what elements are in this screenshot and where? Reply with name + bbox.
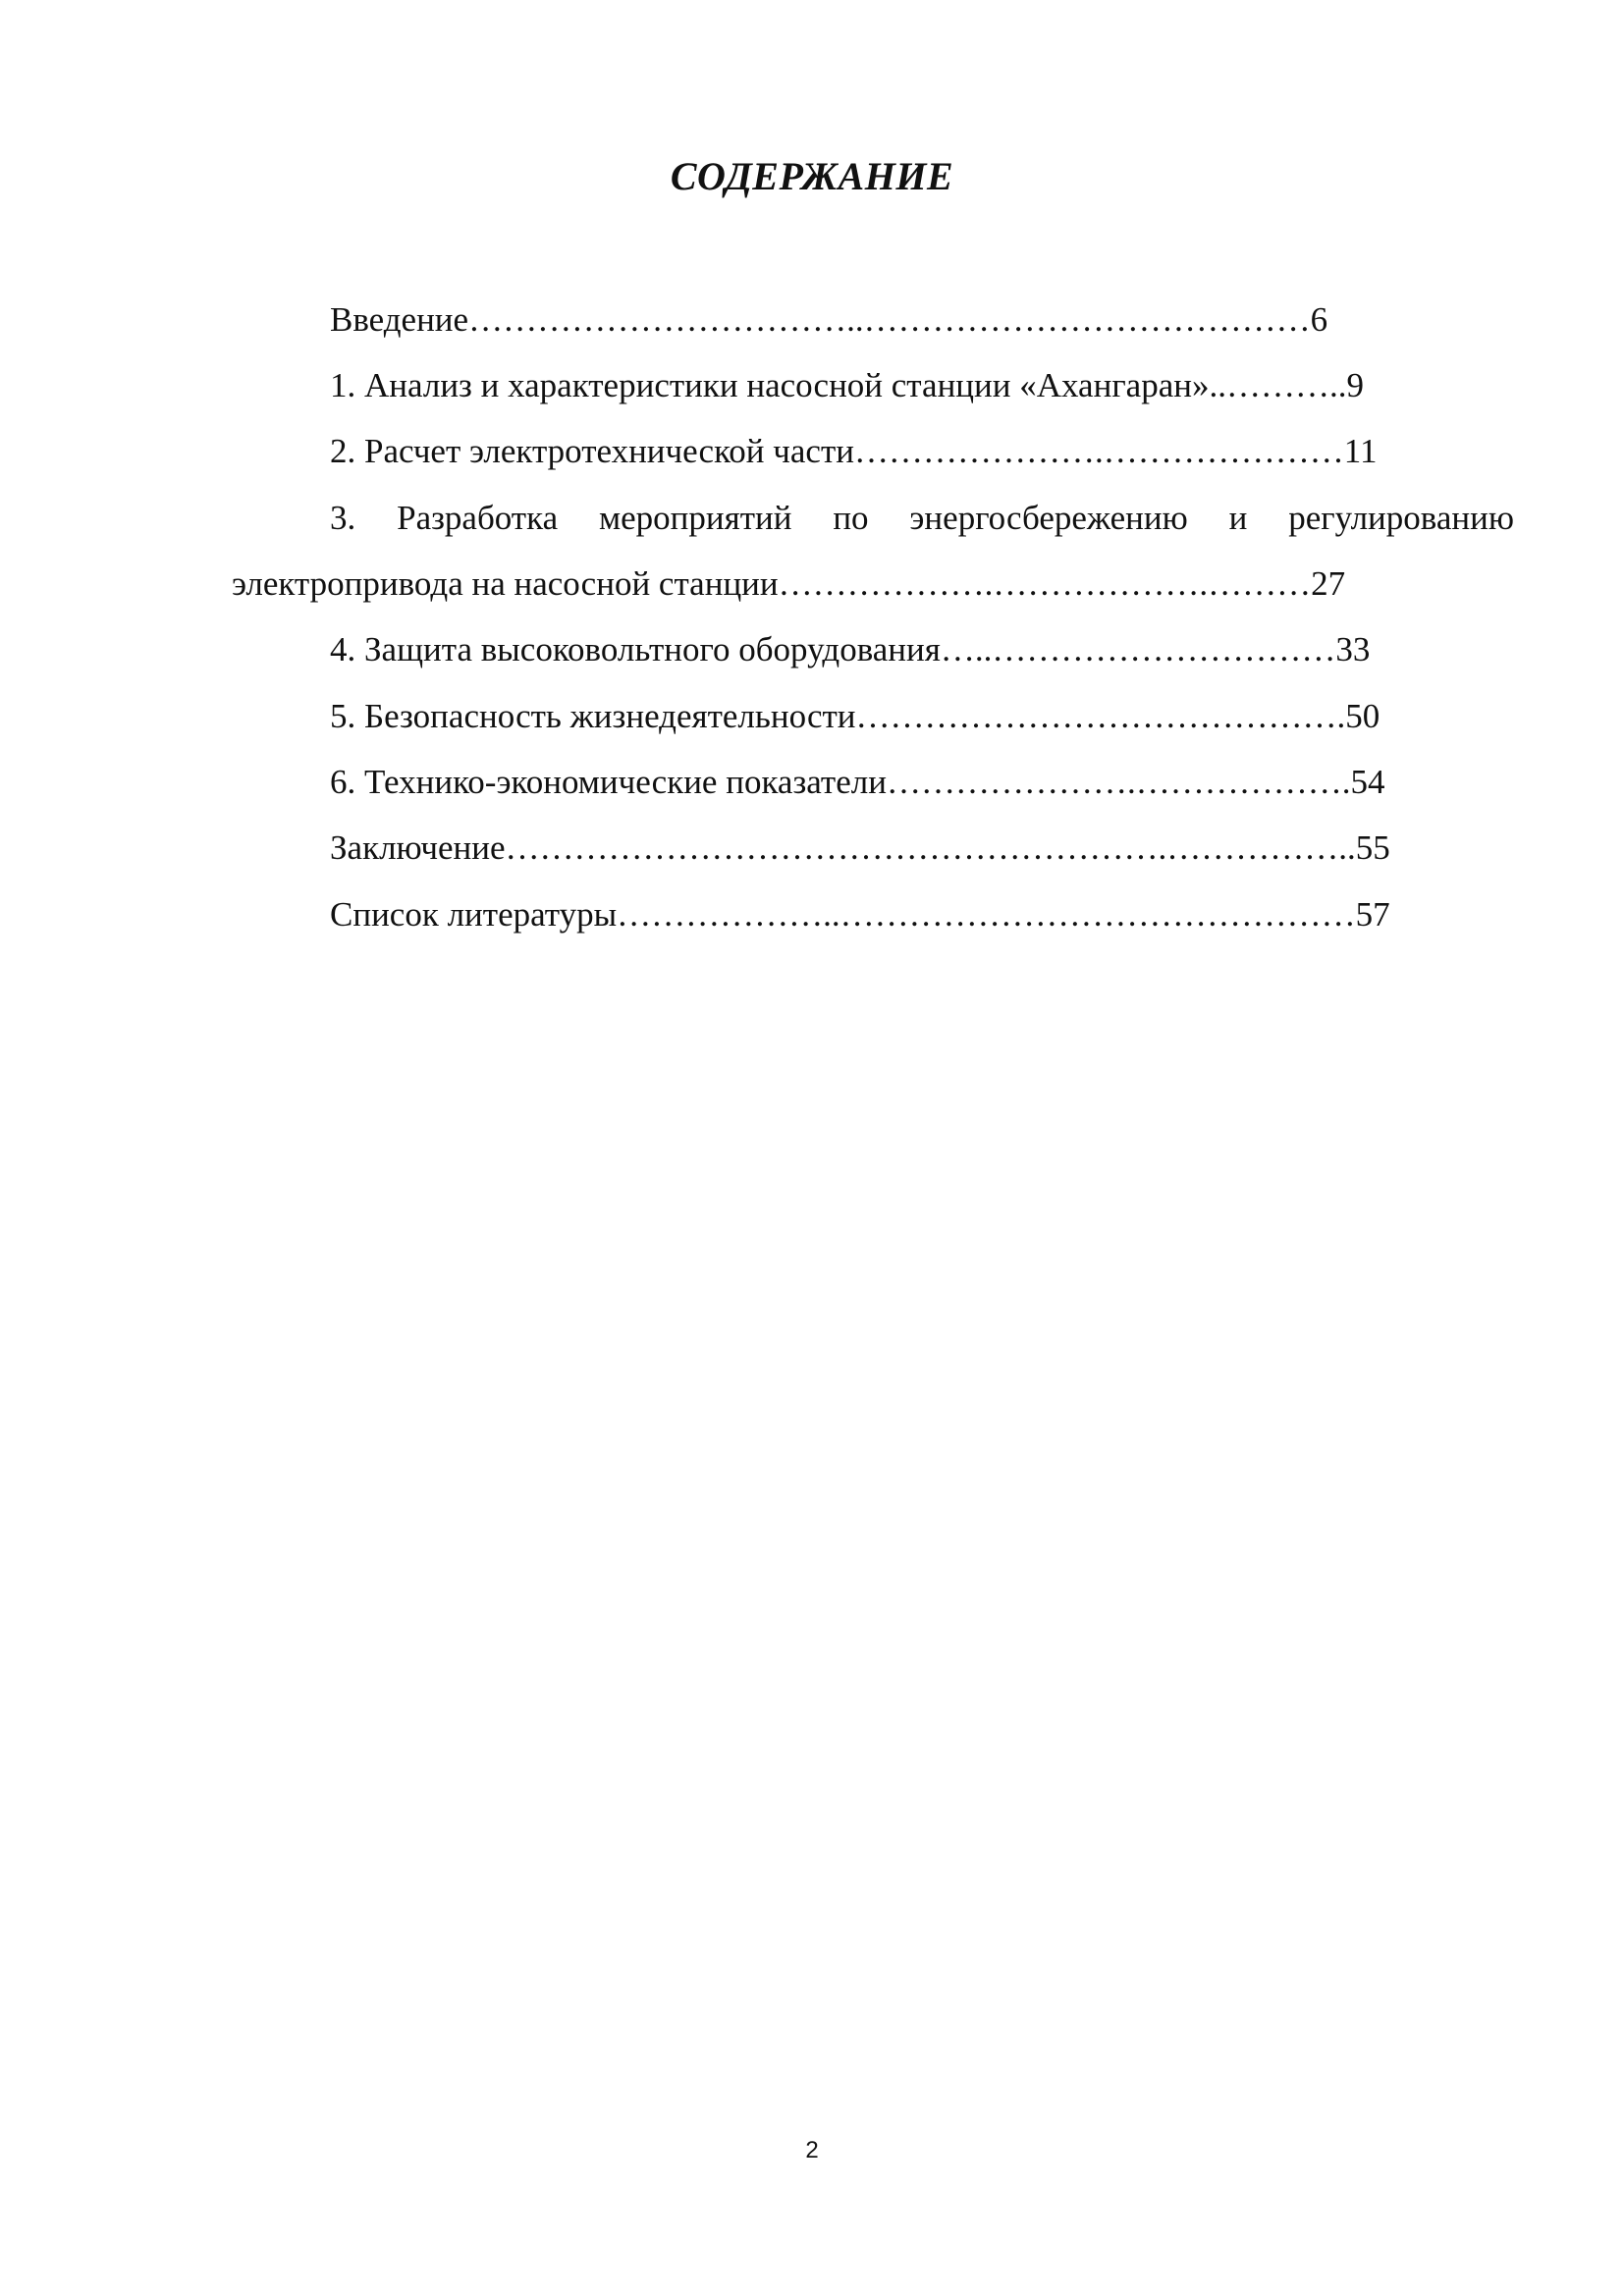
toc-entry-conclusion: Заключение………………………………………………….……………..55 xyxy=(330,828,1390,867)
toc-entry-chapter-6: 6. Технико-экономические показатели………………….……………….54 xyxy=(330,763,1385,801)
page-number: 2 xyxy=(805,2137,819,2163)
page-title: СОДЕРЖАНИЕ xyxy=(670,154,954,198)
toc-entry-introduction: Введение……………………………..…………………………………6 xyxy=(330,300,1328,339)
toc-entry-chapter-3-line-1: 3. Разработка мероприятий по энергосбережению и регулированию xyxy=(330,499,1514,537)
toc-entry-chapter-1: 1. Анализ и характеристики насосной станции «Ахангаран»..………..9 xyxy=(330,366,1364,404)
toc-entry-chapter-5: 5. Безопасность жизнедеятельности…………………………………….50 xyxy=(330,697,1380,735)
toc-entry-references: Список литературы………………..………………………………………57 xyxy=(330,895,1390,934)
toc-entry-chapter-2: 2. Расчет электротехнической части………………….…………………11 xyxy=(330,432,1378,470)
toc-entry-chapter-4: 4. Защита высоковольтного оборудования…..…………………………33 xyxy=(330,630,1371,668)
toc-entry-chapter-3-line-2: электропривода на насосной станции……………….……………….………27 xyxy=(232,564,1346,603)
